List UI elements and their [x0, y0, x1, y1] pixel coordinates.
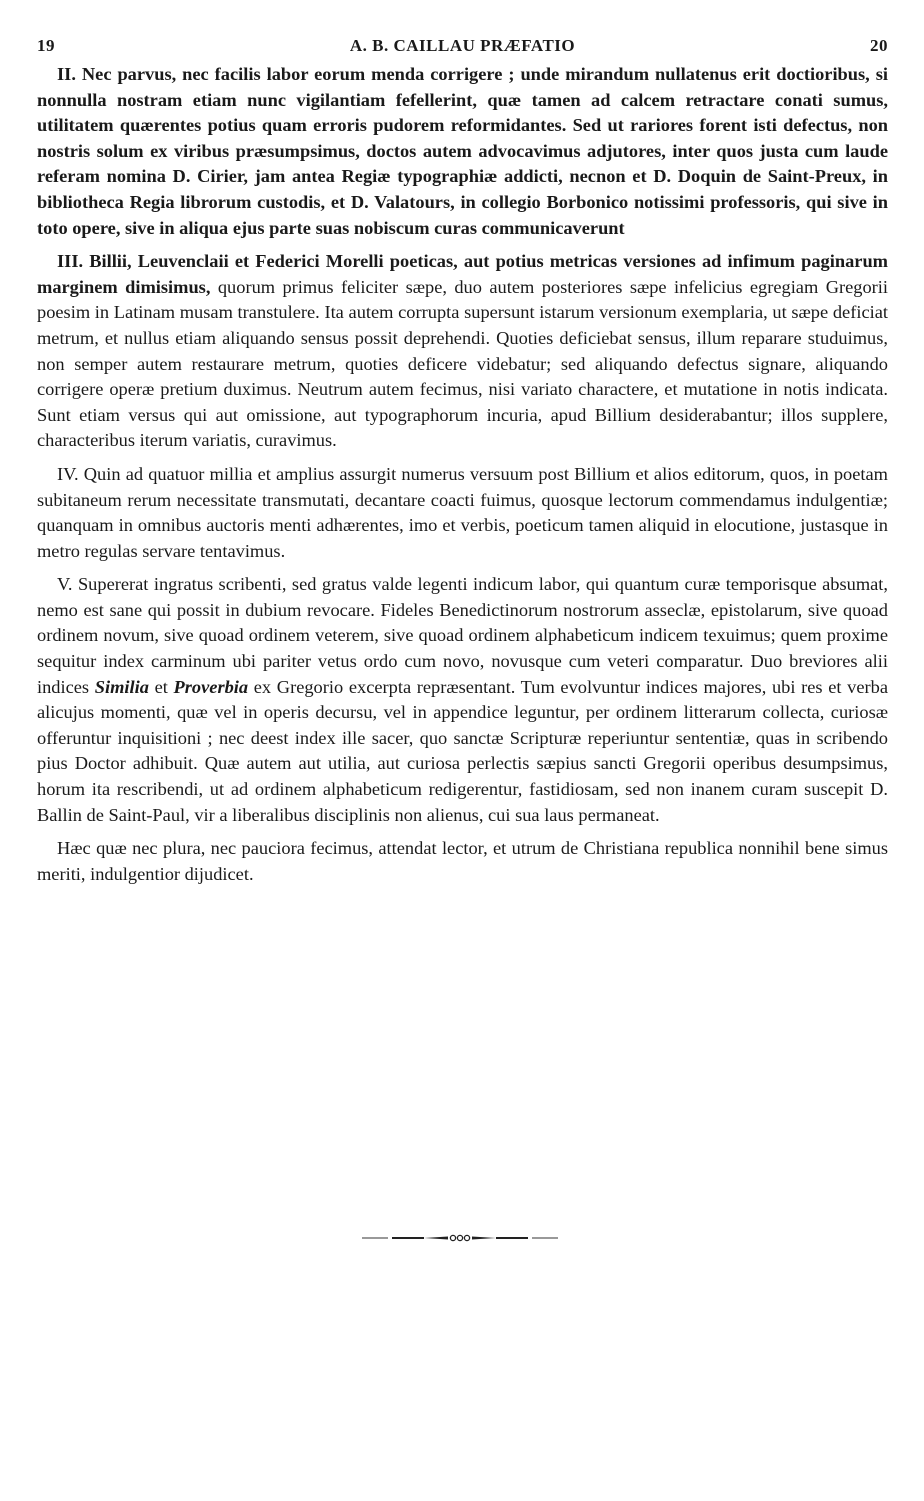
body-text: [37, 62, 888, 887]
paragraph-iv: IV. Quin ad quatuor millia et amplius assurgit numerus versuum post Billium et alios editorum, quos, in poetam subitaneum rerum necessitate transmutati, decantare coacti fuimus, quosque lectorum commendamus indulgentiæ; quanquam in omnibus auctoris menti adhærentes, imo et verbis, poeticum tamen aliquid in elocutione, justasque in metro regulas servare tentavimus.: [37, 463, 888, 561]
paragraph-iii: [37, 249, 888, 454]
running-head: [37, 36, 888, 62]
paragraph-iii-bold: III. Billii, Leuvenclaii et Federici Morelli poeticas, aut potius metricas versiones ad infimum paginarum marginem dimisimus,: [37, 251, 888, 297]
paragraph-v-et: et: [148, 676, 174, 697]
paragraph-iii-rest: quorum primus feliciter sæpe, duo autem posteriores sæpe infelicius egregiam Gregorii poesim in Latinam musam transtulere. Ita autem corrupta supersunt istarum versionum exemplaria, ut sæpe deficiat metrum, et nullus etiam aliquando sensus possit deprehendi. Quoties deficiebat sensus, illum reparare studuimus, non semper autem restaurare metrum, quoties deficere videbatur; sed aliquando defectus signare, aliquando corrigere operæ pretium duximus. Neutrum autem fecimus, nisi variato charactere, et mutatione in notis indicata. Sunt etiam versus qui aut omissione, aut typographorum incuria, apud Billium desiderabantur; illos supplere, characteribus iterum variatis, curavimus.: [37, 276, 888, 451]
paragraph-v-part-b: ex Gregorio excerpta repræsentant. Tum evolvuntur indices majores, ubi res et verba alicujus momenti, quæ vel in operis decursu, vel in appendice leguntur, per ordinem litterarum collecta, curiosæ offeruntur inquisitioni ; nec deest index ille sacer, quo sanctæ Scripturæ reperiuntur sententiæ, quas in scribendo pius Doctor adhibuit. Quæ autem aut utilia, aut curiosa perlectis sæpius sancti Gregorii operibus desumpsimus, horum ita rescribendi, ut ad ordinem alphabeticum redigerentur, fastidiosam, sed non inanem curam suscepit D. Ballin de Saint-Paul, vir a liberalibus disciplinis non alienus, cui sua laus permaneat.: [37, 676, 888, 825]
running-title: A. B. CAILLAU PRÆFATIO: [349, 36, 576, 55]
page-number-right: 20: [870, 36, 888, 55]
paragraph-closing: Hæc quæ nec plura, nec pauciora fecimus, attendat lector, et utrum de Christiana republica nonnihil bene simus meriti, indulgentior dijudicet.: [37, 838, 888, 884]
index-proverbia: Proverbia: [173, 676, 249, 697]
index-similia: Similia: [94, 676, 149, 697]
paragraph-ii: II. Nec parvus, nec facilis labor eorum menda corrigere ; unde mirandum nullatenus erit doctioribus, si nonnulla nostram etiam nunc vigilantiam fefellerint, quæ tamen ad calcem retractare conati sumus, utilitatem quærentes potius quam erroris pudorem reformidantes. Sed ut rariores forent isti defectus, non nostris solum ex viribus præsumpsimus, doctos autem advocavimus adjutores, inter quos justa cum laude referam nomina D. Cirier, jam antea Regiæ typographiæ addicti, necnon et D. Doquin de Saint-Preux, in bibliotheca Regia librorum custodis, et D. Valatours, in collegio Borbonico notissimi professoris, qui sive in toto opere, sive in aliqua ejus parte suas nobiscum curas communicaverunt: [37, 64, 888, 238]
paragraph-v-part-a: V. Supererat ingratus scribenti, sed gratus valde legenti indicum labor, qui quantum curæ temporisque absumat, nemo est sane qui possit in dubium revocare. Fideles Benedictinorum nostrorum asseclæ, epistolarum, sive quoad ordinem novum, sive quoad ordinem veterem, sive quoad ordinem alphabeticum indicem texuimus; quem proxime sequitur index carminum ubi pariter vetus ordo cum novo, novusque cum veteri comparatur. Duo breviores alii indices: [37, 574, 888, 697]
end-ornament: [362, 1234, 558, 1242]
paragraph-v: [37, 572, 888, 828]
page-number-left: 19: [37, 36, 55, 55]
